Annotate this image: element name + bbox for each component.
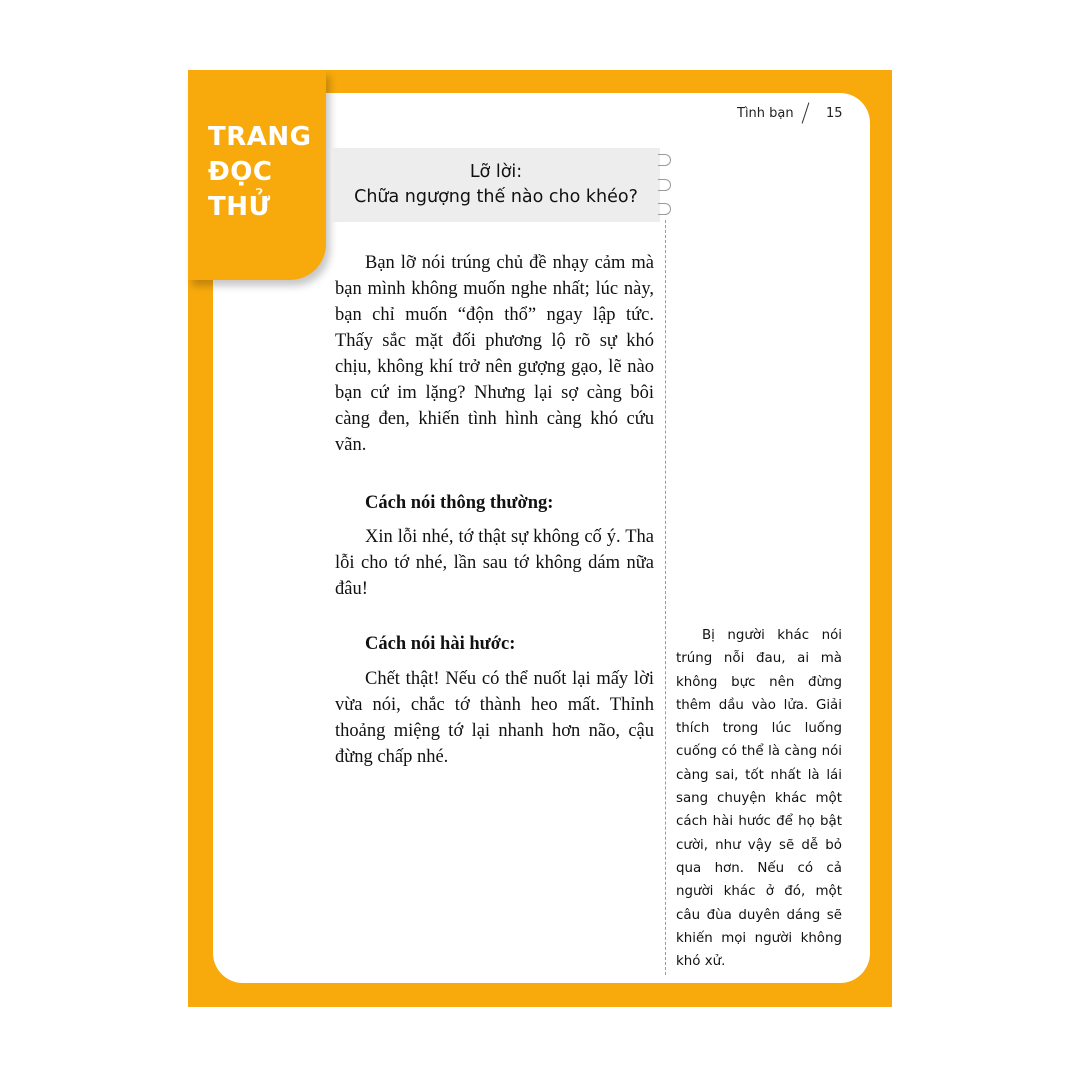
running-header [700,102,850,126]
normal-way-text: Xin lỗi nhé, tớ thật sự không cố ý. Tha lỗi cho tớ nhé, lần sau tớ không dám nữa đâu! [335,527,654,599]
binding-ring-icon [658,179,671,191]
side-note [676,624,842,973]
binding-ring-icon [658,203,671,215]
humor-way-text: Chết thật! Nếu có thể nuốt lại mấy lời vừa nói, chắc tớ thành heo mất. Thỉnh thoảng miệng tớ lại nhanh hơn não, cậu đừng chấp nhé. [335,669,654,767]
chapter-title-box [332,148,660,222]
page-number: 15 [826,106,843,121]
normal-way-heading [335,490,654,516]
normal-way-heading-text: Cách nói thông thường: [365,493,554,513]
chapter-title-line-2: Chữa ngượng thế nào cho khéo? [354,187,638,207]
section-title: Tình bạn [737,106,794,121]
badge-line-1: TRANG [208,122,312,152]
humor-way-heading-text: Cách nói hài hước: [365,634,516,654]
humor-way-heading [335,631,654,657]
header-separator [802,102,810,123]
humor-way-paragraph [335,666,654,770]
column-divider [665,220,666,975]
side-note-text: Bị người khác nói trúng nỗi đau, ai mà không bực nên đừng thêm dầu vào lửa. Giải thích trong lúc luống cuống có thể là càng nói càng sai, tốt nhất là lái sang chuyện khác một cách hài hước để họ bật cười, như vậy sẽ dễ bỏ qua hơn. Nếu có cả người khác ở đó, một câu đùa duyên dáng sẽ khiến mọi người không khó xử. [676,628,842,970]
chapter-title-line-1: Lỡ lời: [469,162,523,182]
intro-text: Bạn lỡ nói trúng chủ đề nhạy cảm mà bạn mình không muốn nghe nhất; lúc này, bạn chỉ muốn “độn thổ” ngay lập tức. Thấy sắc mặt đối phương lộ rõ sự khó chịu, không khí trở nên gượng gạo, lẽ nào bạn cứ im lặng? Nhưng lại sợ càng bôi càng đen, khiến tình hình càng khó cứu vãn. [335,253,654,455]
badge-line-2: ĐỌC [208,157,273,187]
normal-way-paragraph [335,524,654,602]
badge-line-3: THỬ [208,192,271,222]
binding-ring-icon [658,154,671,166]
preview-badge-text [208,120,323,225]
intro-paragraph [335,250,654,458]
